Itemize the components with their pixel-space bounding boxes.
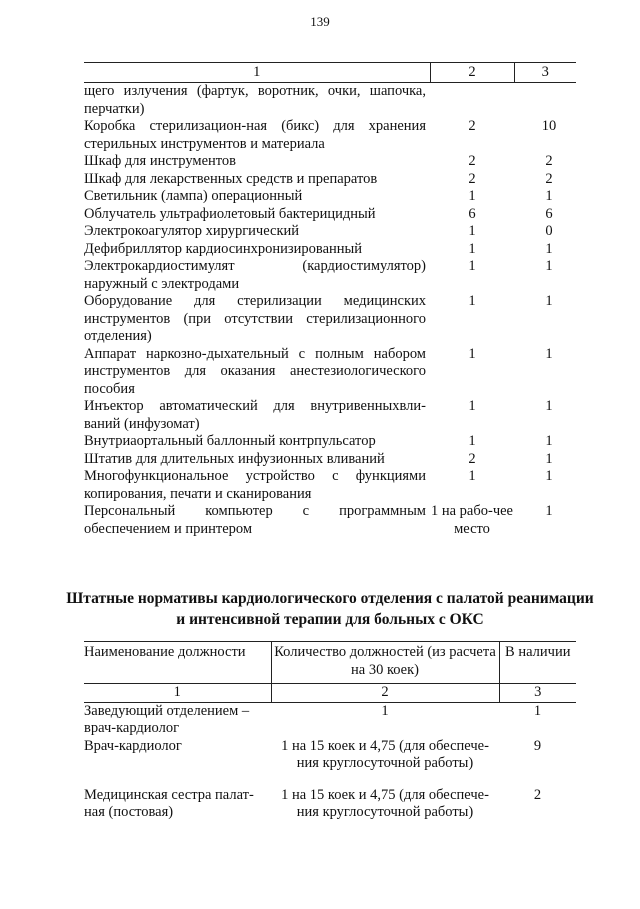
equipment-available: 1 [545, 398, 553, 414]
equipment-name: Электрокоагулятор хирургический [84, 223, 300, 239]
staff-column-numbers [84, 684, 576, 703]
staff-column-number-3: 3 [499, 684, 576, 703]
staff-row [84, 738, 576, 773]
equipment-available: 1 [545, 450, 553, 467]
page-number: 139 [310, 14, 330, 29]
column-number-2: 2 [430, 63, 514, 83]
equipment-required: 1 [468, 258, 476, 274]
equipment-name: Светильник (лампа) операционный [84, 188, 303, 204]
equipment-available: 1 [545, 468, 553, 484]
equipment-available: 2 [545, 170, 553, 187]
equipment-row [84, 171, 576, 189]
equipment-available: 1 [545, 433, 553, 449]
equipment-required: 1 [468, 433, 476, 449]
equipment-row [84, 258, 576, 293]
equipment-row [84, 83, 576, 119]
staff-quantity: 1 на 15 коек и 4,75 (для обеспече-ния круглосуточной работы) [281, 786, 489, 820]
equipment-name: щего излучения (фартук, воротник, очки, шапочка, перчатки) [84, 83, 426, 117]
staff-position: Врач-кардиолог [84, 737, 182, 754]
equipment-required: 2 [468, 450, 476, 467]
equipment-available: 6 [545, 205, 553, 222]
column-number-1: 1 [84, 63, 430, 83]
staff-column-number-1: 1 [84, 684, 271, 703]
staff-position: Заведующий отделением – врач-кардиолог [84, 702, 250, 736]
equipment-row [84, 118, 576, 153]
row-spacer-cell [84, 773, 576, 787]
section-title: Штатные нормативы кардиологического отделения с палатой реанимации и интенсивной терапии для больных с ОКС [66, 590, 594, 628]
equipment-name: Персональный компьютер с программным обеспечением и принтером [84, 503, 426, 537]
equipment-required: 1 [468, 223, 476, 239]
equipment-row [84, 241, 576, 259]
equipment-name: Штатив для длительных инфузионных вливаний [84, 450, 385, 467]
staff-column-number-2: 2 [271, 684, 499, 703]
equipment-name: Внутриаортальный баллонный контрпульсатор [84, 433, 376, 449]
equipment-required: 1 [468, 468, 476, 484]
equipment-available: 1 [545, 503, 553, 519]
staff-available: 9 [533, 737, 542, 754]
equipment-required: 6 [468, 205, 476, 222]
equipment-row [84, 346, 576, 399]
equipment-available: 1 [545, 345, 553, 362]
equipment-row [84, 153, 576, 171]
equipment-required: 2 [468, 153, 476, 169]
equipment-name: Аппарат наркозно-дыхательный с полным набором инструментов для оказания анестезиологического пособия [84, 345, 426, 397]
equipment-name: Инъектор автоматический для внутривенныхвли-ваний (инфузомат) [84, 398, 426, 432]
equipment-row [84, 503, 576, 538]
equipment-available: 1 [545, 258, 553, 274]
equipment-required: 1 [468, 188, 476, 204]
equipment-name: Оборудование для стерилизации медицинских инструментов (при отсутствии стерилизационного отделения) [84, 293, 426, 344]
equipment-available: 10 [541, 118, 557, 134]
equipment-required: 1 [468, 293, 476, 309]
equipment-row [84, 206, 576, 224]
equipment-row [84, 468, 576, 503]
column-number-3: 3 [514, 63, 576, 83]
equipment-table-header [84, 63, 576, 83]
header-position: Наименование должности [84, 642, 271, 684]
equipment-name: Шкаф для инструментов [84, 153, 237, 169]
row-spacer [84, 773, 576, 787]
equipment-row [84, 223, 576, 241]
staff-position: Медицинская сестра палат-ная (постовая) [84, 786, 254, 820]
staff-row [84, 787, 576, 822]
equipment-available [514, 83, 576, 119]
staff-table-header [84, 642, 576, 684]
equipment-required: 1 [468, 398, 476, 414]
equipment-available: 0 [545, 223, 553, 239]
equipment-available: 2 [545, 153, 553, 169]
equipment-required: 1 на рабо-чее место [430, 503, 513, 537]
equipment-available: 1 [545, 188, 553, 204]
staff-quantity: 1 на 15 коек и 4,75 (для обеспече-ния круглосуточной работы) [281, 737, 489, 771]
equipment-name: Дефибриллятор кардиосинхронизированный [84, 240, 363, 257]
equipment-available: 1 [545, 293, 553, 309]
staff-row [84, 702, 576, 738]
equipment-row [84, 451, 576, 469]
staff-available: 1 [533, 702, 542, 719]
equipment-required: 1 [468, 240, 476, 257]
equipment-required [430, 83, 514, 119]
equipment-row [84, 293, 576, 346]
equipment-table [84, 62, 576, 538]
equipment-required: 2 [468, 118, 476, 134]
staff-table [84, 641, 576, 822]
equipment-name: Электрокардиостимулят (кардиостимулятор) наружный с электродами [84, 258, 426, 292]
equipment-name: Шкаф для лекарственных средств и препаратов [84, 170, 378, 187]
equipment-row [84, 398, 576, 433]
equipment-name: Многофункциональное устройство с функциями копирования, печати и сканирования [84, 468, 426, 502]
header-quantity: Количество должностей (из расчета на 30 коек) [271, 642, 499, 684]
equipment-row [84, 433, 576, 451]
staff-quantity: 1 [381, 702, 389, 719]
equipment-required: 2 [468, 170, 476, 187]
equipment-row [84, 188, 576, 206]
equipment-required: 1 [468, 345, 476, 362]
header-available: В наличии [499, 642, 576, 684]
equipment-available: 1 [545, 240, 553, 257]
equipment-name: Облучатель ультрафиолетовый бактерицидный [84, 205, 376, 222]
equipment-name: Коробка стерилизацион-ная (бикс) для хранения стерильных инструментов и материала [84, 118, 426, 152]
staff-available: 2 [533, 786, 542, 803]
